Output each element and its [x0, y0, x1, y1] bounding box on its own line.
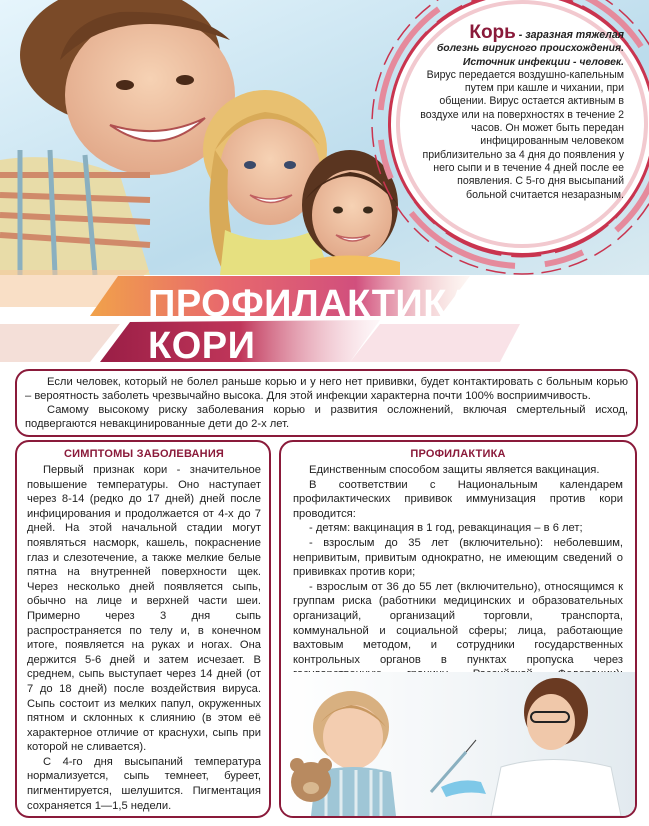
title-line-2: КОРИ [148, 325, 256, 367]
disease-subtitle-2: Источник инфекции - человек. [462, 56, 624, 68]
title-line-1: ПРОФИЛАКТИКА [148, 283, 475, 325]
disease-description: Вирус передается воздушно-капельным путем при кашле и чихании, при общении. Вирус остается активным в воздухе или на поверхностях в течение 2 часов. Он может быть передан инфицированным человеком приблизительно за 4 дня до появления у него сыпи и в течение 4 дней после ее появления. С 5-го дня высыпаний больной считается незаразным. [420, 68, 624, 201]
intro-box [15, 369, 638, 437]
page-title [148, 283, 475, 367]
symptoms-section [15, 440, 271, 818]
intro-paragraph-2: Самому высокому риску заболевания корью и развития осложнений, включая смертельный исход, подвергаются невакцинированные дети до 2-х лет. [25, 404, 628, 430]
symptoms-paragraph-2: С 4-го дня высыпаний температура нормализуется, сыпь темнеет, буреет, пигментируется, шелушится. Пигментация сохраняется 1—1,5 недели. [27, 755, 261, 812]
disease-title: Корь [469, 22, 516, 43]
intro-paragraph-1: Если человек, который не болел раньше корью и у него нет прививки, будет контактировать с больным корью – вероятность заболеть чрезвычайно высока. Для этой инфекции характерна почти 100% восприимчивость. [25, 376, 628, 402]
doctor-child-illustration [281, 672, 635, 816]
vaccination-photo [281, 672, 635, 816]
prevention-item-adults-36-55: - взрослым от 36 до 55 лет (включительно), относящимся к группам риска (работники медицинских и образовательных организаций, организаций торговли, транспорта, коммунальной и социальной сферы; лица, работающие вахтовым методом, и сотрудники государственных контрольных органов в пунктах пропуска через [293, 580, 623, 666]
symptoms-heading: СИМПТОМЫ ЗАБОЛЕВАНИЯ [63, 448, 225, 460]
prevention-heading: ПРОФИЛАКТИКА [410, 448, 506, 460]
symptoms-paragraph-1: Первый признак кори - значительное повышение температуры. Оно наступает через 8-14 (редко до 17 дней) дней после инфицирования и продолжается от 4-х до 7 дней. На этой начальной стадии могут появляться насморк, кашель, покраснение глаз и слезотечение, а также мелкие белые пятна на внутренней поверхности щек. Через несколько дней появляется сыпь, обычно на лице и верхней части шеи. Примерно через 3 дня сыпь распространяется по телу и, в конечном итоге, появляется на руках и ногах. Она держится 5-6 дней и затем исчезает. В среднем, сыпь выступает через 14 дней (от 7 до 18 дней) после воздействия вируса. Сыпь состоит из мелких папул, окруженных пятном и склонных к слиянию (в этом её характерное отличие от краснухи, сыпь при которой не сливается). [27, 464, 261, 754]
prevention-paragraph-2: В соответствии с Национальным календарем профилактических прививок иммунизация против кори проводится: [293, 478, 623, 520]
prevention-paragraph-1: Единственным способом защиты является вакцинация. [309, 464, 600, 476]
info-circle-text [418, 22, 624, 202]
prevention-item-adults-35: - взрослым до 35 лет (включительно): неболевшим, непривитым, привитым однократно, не имеющим сведений о прививках против кори; [293, 536, 623, 579]
disease-subtitle-1: болезнь вирусного происхождения. [436, 43, 624, 55]
disease-title-rest: - заразная тяжелая [515, 29, 624, 41]
prevention-item-children: - детям: вакцинация в 1 год, ревакцинация – в 6 лет; [309, 522, 583, 535]
